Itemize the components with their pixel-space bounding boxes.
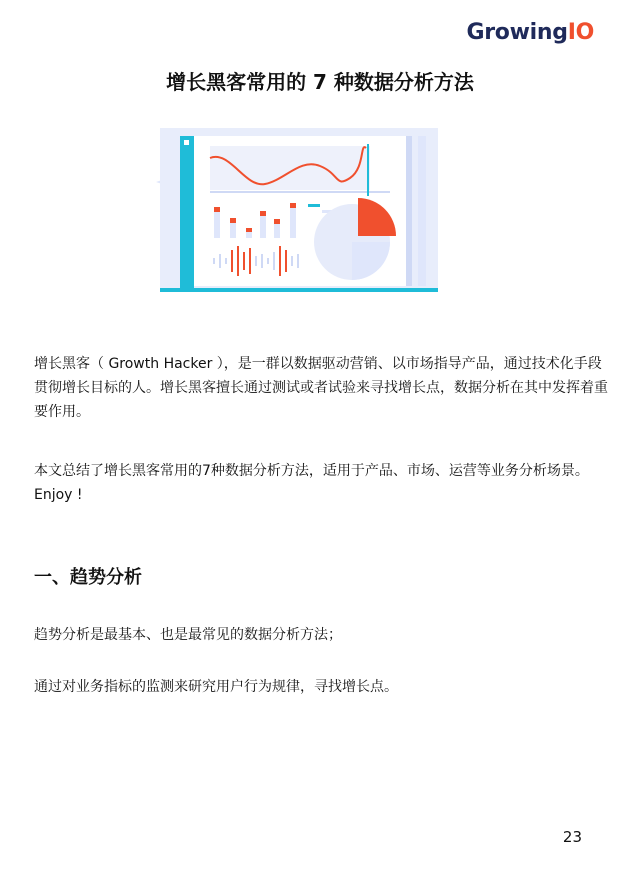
line-chart-bg xyxy=(210,146,370,190)
section-paragraph: 通过对业务指标的监测来研究用户行为规律，寻找增长点。 xyxy=(34,679,398,695)
intro-paragraph: 增长黑客（ Growth Hacker ），是一群以数据驱动营销、以市场指导产品，通过技术化手段贯彻增长目标的人。增长黑客擅长通过测试或者试验来寻找增长点，数据分析在其中发挥着重要作用。 xyxy=(34,356,608,420)
dashboard-sidebar xyxy=(180,136,194,288)
page-number: 23 xyxy=(562,828,582,846)
growingio-logo xyxy=(467,20,595,45)
dashboard-chart-illustration xyxy=(150,118,450,298)
logo-text-accent: IO xyxy=(567,20,594,45)
section-paragraph: 趋势分析是最基本、也是最常见的数据分析方法； xyxy=(34,627,342,643)
sidebar-dot xyxy=(184,140,189,145)
logo-text-main: Growing xyxy=(466,20,568,45)
section-heading: 一、趋势分析 xyxy=(34,567,142,588)
summary-paragraph: 本文总结了增长黑客常用的7种数据分析方法，适用于产品、市场、运营等业务分析场景。Enjoy ! xyxy=(34,463,589,503)
page-title: 增长黑客常用的 7 种数据分析方法 xyxy=(166,70,474,94)
right-strip xyxy=(406,136,412,286)
right-strip-outer xyxy=(418,136,426,286)
legend-dash xyxy=(308,204,320,207)
dashboard-base xyxy=(160,288,438,292)
